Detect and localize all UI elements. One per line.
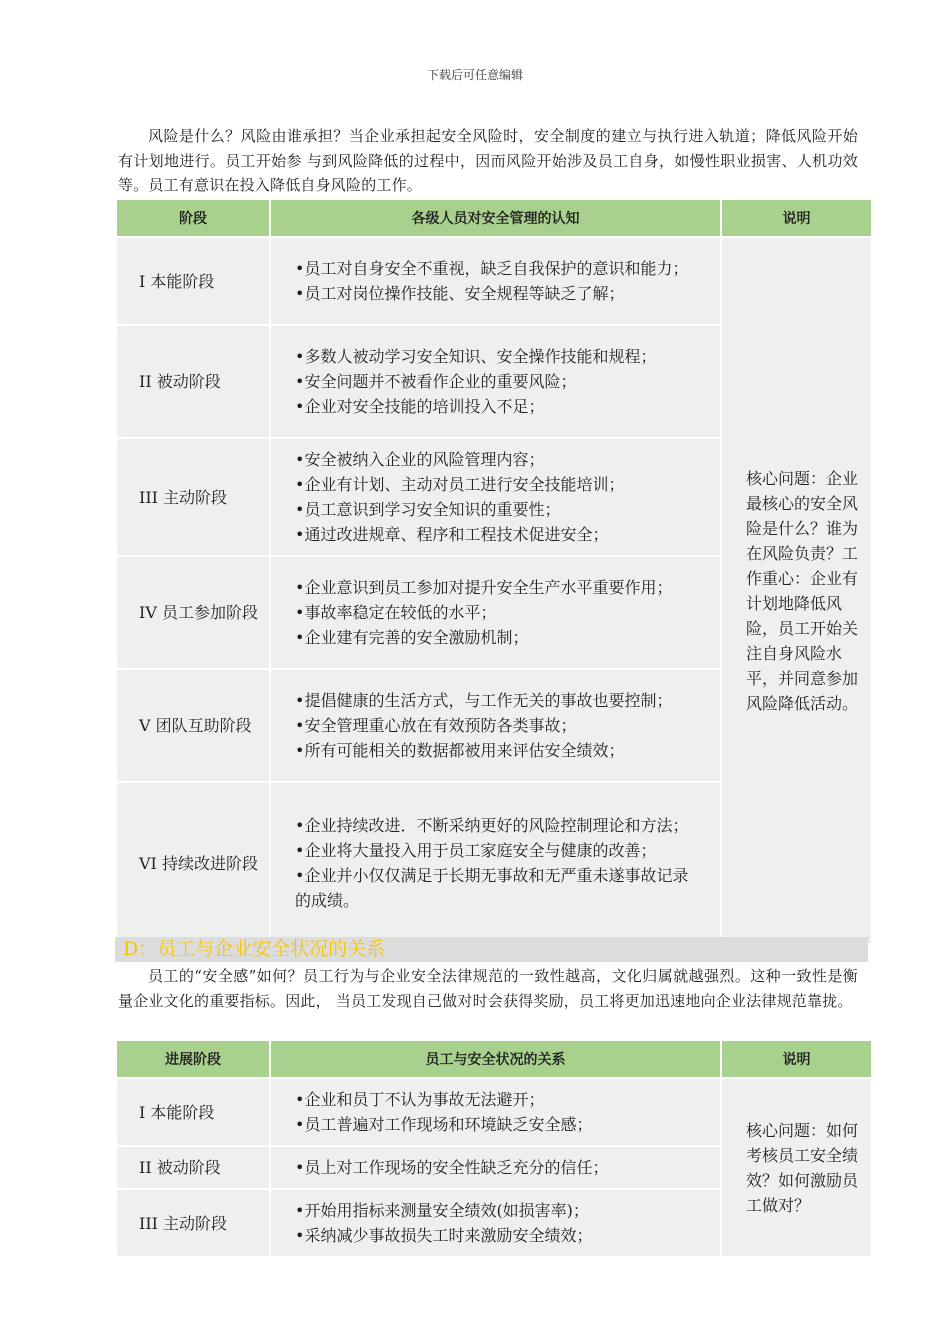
list-item: •企业将大量投入用于员工家庭安全与健康的改善； <box>295 841 657 860</box>
stage-cell: VI 持续改进阶段 <box>116 782 270 944</box>
stage-cell: I 本能阶段 <box>116 1078 270 1146</box>
note-cell: 核心问题：企业最核心的安全风险是什么？谁为在风险负责？工作重心：企业有计划地降低风险，员工开始关注自身风险水平，并同意参加风险降低活动。 <box>721 237 872 944</box>
header-relation: 员工与安全状况的关系 <box>270 1040 721 1078</box>
stage-cell: III 主动阶段 <box>116 438 270 556</box>
list-item: •采纳减少事故损失工时来激励安全绩效； <box>295 1226 593 1245</box>
table-row <box>116 1078 872 1146</box>
list-item: •企业持续改进．不断采纳更好的风险控制理论和方法； <box>295 816 689 835</box>
list-item: •员工对岗位操作技能、安全规程等缺乏了解； <box>295 284 625 303</box>
items-cell <box>270 438 721 556</box>
list-item: •企业并小仅仅满足于长期无事故和无严重未遂事故记录的成绩。 <box>295 866 689 910</box>
list-item: •事故率稳定在较低的水平； <box>295 603 497 622</box>
list-item: •开始用指标来测量安全绩效(如损害率)； <box>295 1201 589 1220</box>
page-header: 下载后可任意编辑 <box>426 68 523 82</box>
table-row <box>116 237 872 325</box>
list-item: •员工普遍对工作现场和环境缺乏安全感； <box>295 1115 593 1134</box>
items-cell <box>270 1078 721 1146</box>
table-header-row <box>116 1040 872 1078</box>
table-header-row <box>116 199 872 237</box>
list-item: •员工对自身安全不重视，缺乏自我保护的意识和能力； <box>295 259 689 278</box>
header-note: 说明 <box>721 1040 872 1078</box>
employee-safety-table <box>115 1039 873 1258</box>
list-item: •提倡健康的生活方式，与工作无关的事故也要控制； <box>295 691 673 710</box>
list-item: •通过改进规章、程序和工程技术促进安全； <box>295 525 609 544</box>
list-item: •安全被纳入企业的风险管理内容； <box>295 450 545 469</box>
stage-cell: III 主动阶段 <box>116 1189 270 1257</box>
list-item: •企业建有完善的安全激励机制； <box>295 628 529 647</box>
items-cell <box>270 782 721 944</box>
safety-awareness-table <box>115 198 873 945</box>
list-item: •安全管理重心放在有效预防各类事故； <box>295 716 577 735</box>
list-item: •企业对安全技能的培训投入不足； <box>295 397 545 416</box>
list-item: •企业有计划、主动对员工进行安全技能培训； <box>295 475 625 494</box>
list-item: •企业意识到员工参加对提升安全生产水平重要作用； <box>295 578 673 597</box>
header-note: 说明 <box>721 199 872 237</box>
items-cell <box>270 325 721 438</box>
stage-cell: II 被动阶段 <box>116 325 270 438</box>
intro-paragraph-2: 员工的“安全感”如何？员工行为与企业安全法律规范的一致性越高，文化归属就越强烈。这种一致性是衡量企业文化的重要指标。因此， 当员工发现自己做对时会获得奖励，员工将更加迅速地向企业法律规范靠拢。 <box>118 967 858 1010</box>
items-cell <box>270 669 721 782</box>
header-awareness: 各级人员对安全管理的认知 <box>270 199 721 237</box>
intro-paragraph-1: 风险是什么？风险由谁承担？当企业承担起安全风险时，安全制度的建立与执行进入轨道；降低风险开始有计划地进行。员工开始参 与到风险降低的过程中，因而风险开始涉及员工自身，如慢性职业损害、人机功效等。员工有意识在投入降低自身风险的工作。 <box>118 127 858 194</box>
items-cell <box>270 556 721 669</box>
list-item: •安全问题并不被看作企业的重要风险； <box>295 372 577 391</box>
header-stage: 阶段 <box>116 199 270 237</box>
stage-cell: II 被动阶段 <box>116 1146 270 1189</box>
stage-cell: I 本能阶段 <box>116 237 270 325</box>
stage-cell: V 团队互助阶段 <box>116 669 270 782</box>
stage-cell: IV 员工参加阶段 <box>116 556 270 669</box>
list-item: •员工意识到学习安全知识的重要性； <box>295 500 561 519</box>
header-stage: 进展阶段 <box>116 1040 270 1078</box>
items-cell <box>270 237 721 325</box>
note-cell: 核心问题：如何考核员工安全绩效？如何激励员工做对？ <box>721 1078 872 1257</box>
list-item: •所有可能相关的数据都被用来评估安全绩效； <box>295 741 625 760</box>
items-cell <box>270 1189 721 1257</box>
list-item: •员上对工作现场的安全性缺乏充分的信任； <box>295 1158 609 1177</box>
list-item: •多数人被动学习安全知识、安全操作技能和规程； <box>295 347 657 366</box>
items-cell <box>270 1146 721 1189</box>
list-item: •企业和员丁不认为事故无法避开； <box>295 1090 545 1109</box>
section-title: D：员工与企业安全状况的关系 <box>115 937 868 962</box>
